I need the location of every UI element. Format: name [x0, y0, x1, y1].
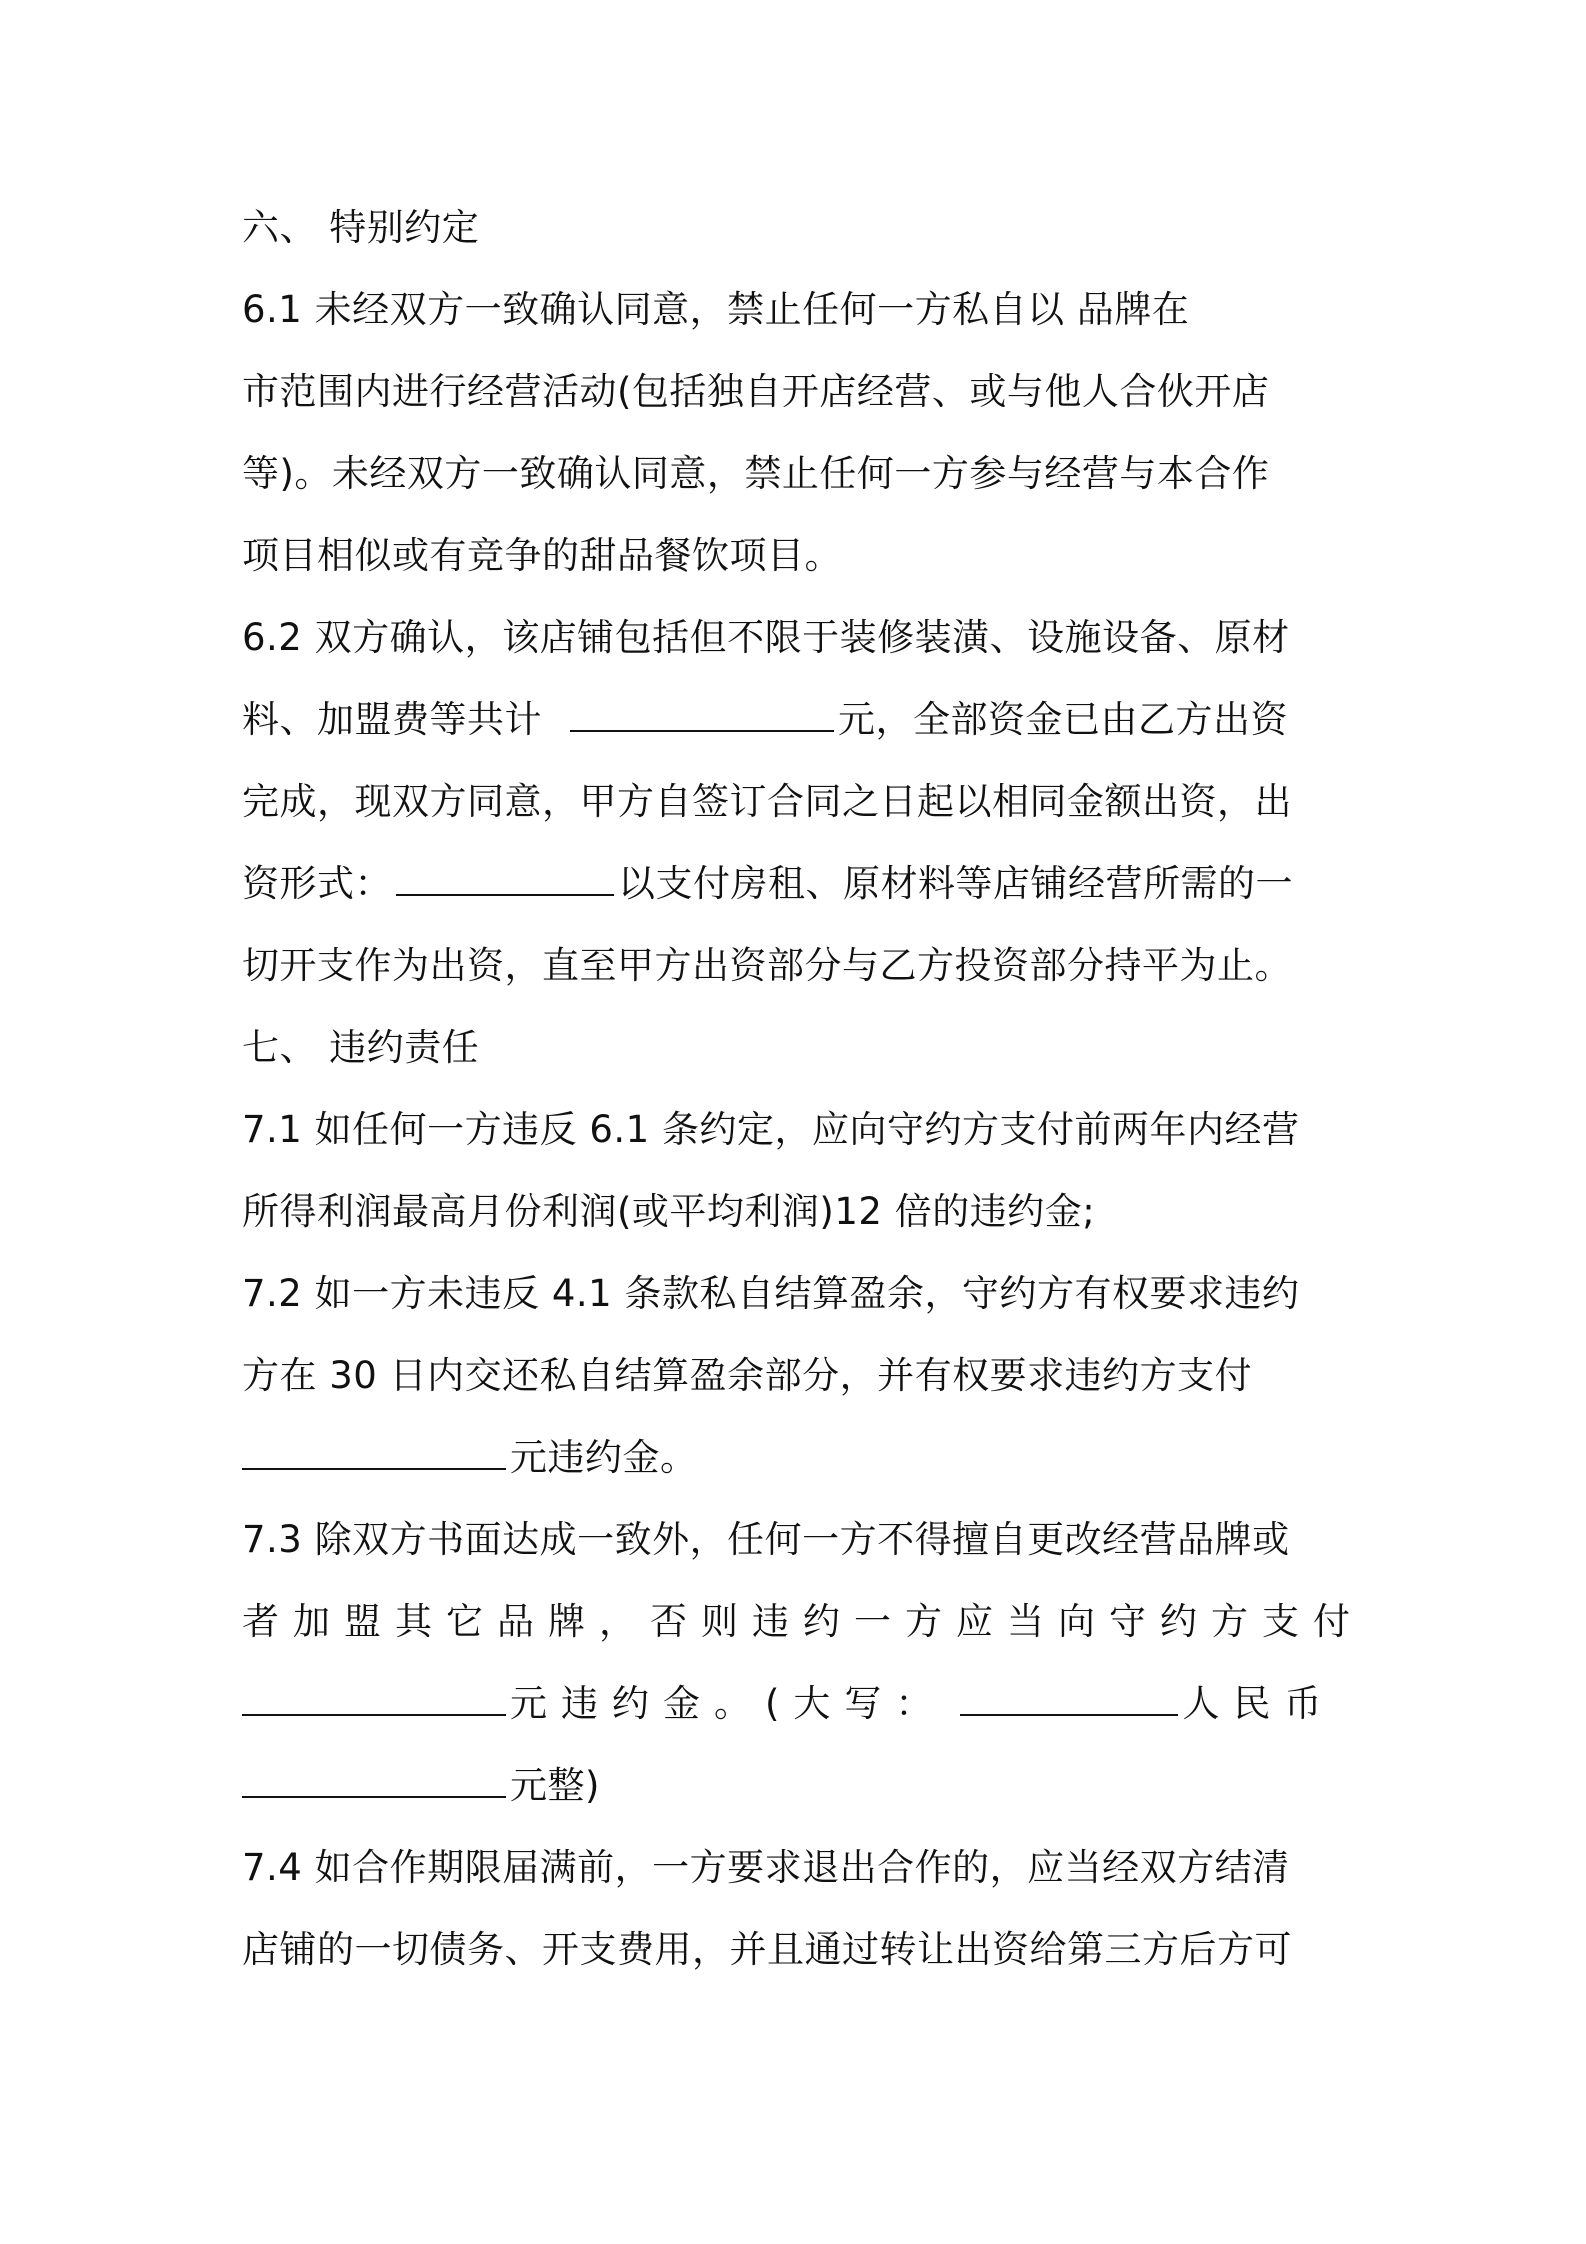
clause-6-2-line-4 [242, 854, 1362, 914]
clause-6-2-text-b: 元，全部资金已由乙方出资 [838, 698, 1288, 741]
rmb-amount-blank-field [242, 1762, 506, 1798]
capital-amount-blank-field [960, 1680, 1178, 1716]
clause-7-3-text-b: 人民币 [1182, 1682, 1336, 1725]
clause-6-1-line-4: 项目相似或有竞争的甜品餐饮项目。 [242, 534, 842, 577]
clause-7-4-line-2: 店铺的一切债务、开支费用，并且通过转让出资给第三方后方可 [242, 1928, 1292, 1971]
clause-6-1-line-2: 市范围内进行经营活动(包括独自开店经营、或与他人合伙开店 [242, 370, 1270, 413]
investment-form-blank-field [396, 860, 614, 896]
clause-7-3-line-2: 者加盟其它品牌，否则违约一方应当向守约方支付 [242, 1600, 1364, 1643]
clause-6-2-line-1: 6.2 双方确认，该店铺包括但不限于装修装潢、设施设备、原材 [242, 616, 1290, 659]
section-7-heading: 七、 违约责任 [242, 1026, 480, 1069]
clause-7-1-line-1: 7.1 如任何一方违反 6.1 条约定，应向守约方支付前两年内经营 [242, 1108, 1300, 1151]
clause-7-2-line-2: 方在 30 日内交还私自结算盈余部分，并有权要求违约方支付 [242, 1354, 1253, 1397]
clause-6-1-line-3: 等)。未经双方一致确认同意，禁止任何一方参与经营与本合作 [242, 452, 1270, 495]
clause-6-2-line-2 [242, 690, 1362, 750]
clause-7-3-line-1: 7.3 除双方书面达成一致外，任何一方不得擅自更改经营品牌或 [242, 1518, 1290, 1561]
clause-7-3-line-4 [242, 1756, 1362, 1816]
clause-6-1-line-1: 6.1 未经双方一致确认同意，禁止任何一方私自以 品牌在 [242, 288, 1190, 331]
clause-6-2-text-d: 以支付房租、原材料等店铺经营所需的一 [618, 862, 1293, 905]
penalty-amount-blank-field [242, 1680, 506, 1716]
clause-7-3-text-a: 元违约金。(大写： [510, 1682, 947, 1725]
clause-6-2-text-c: 资形式： [242, 862, 392, 905]
clause-6-2-line-3: 完成，现双方同意，甲方自签订合同之日起以相同金额出资，出 [242, 780, 1292, 823]
clause-7-3-line-3 [242, 1674, 1362, 1734]
clause-7-2-line-1: 7.2 如一方未违反 4.1 条款私自结算盈余，守约方有权要求违约 [242, 1272, 1300, 1315]
amount-blank-field [570, 696, 834, 732]
penalty-blank-field [242, 1434, 506, 1470]
clause-7-1-line-2: 所得利润最高月份利润(或平均利润)12 倍的违约金; [242, 1190, 1096, 1233]
section-6-heading: 六、 特别约定 [242, 206, 480, 249]
clause-7-2-line-3 [242, 1428, 1362, 1488]
clause-7-2-text: 元违约金。 [510, 1436, 698, 1479]
clause-7-4-line-1: 7.4 如合作期限届满前，一方要求退出合作的，应当经双方结清 [242, 1846, 1290, 1889]
clause-7-3-text-c: 元整) [510, 1764, 600, 1807]
clause-6-2-text-a: 料、加盟费等共计 [242, 698, 542, 741]
clause-6-2-line-5: 切开支作为出资，直至甲方出资部分与乙方投资部分持平为止。 [242, 944, 1292, 987]
